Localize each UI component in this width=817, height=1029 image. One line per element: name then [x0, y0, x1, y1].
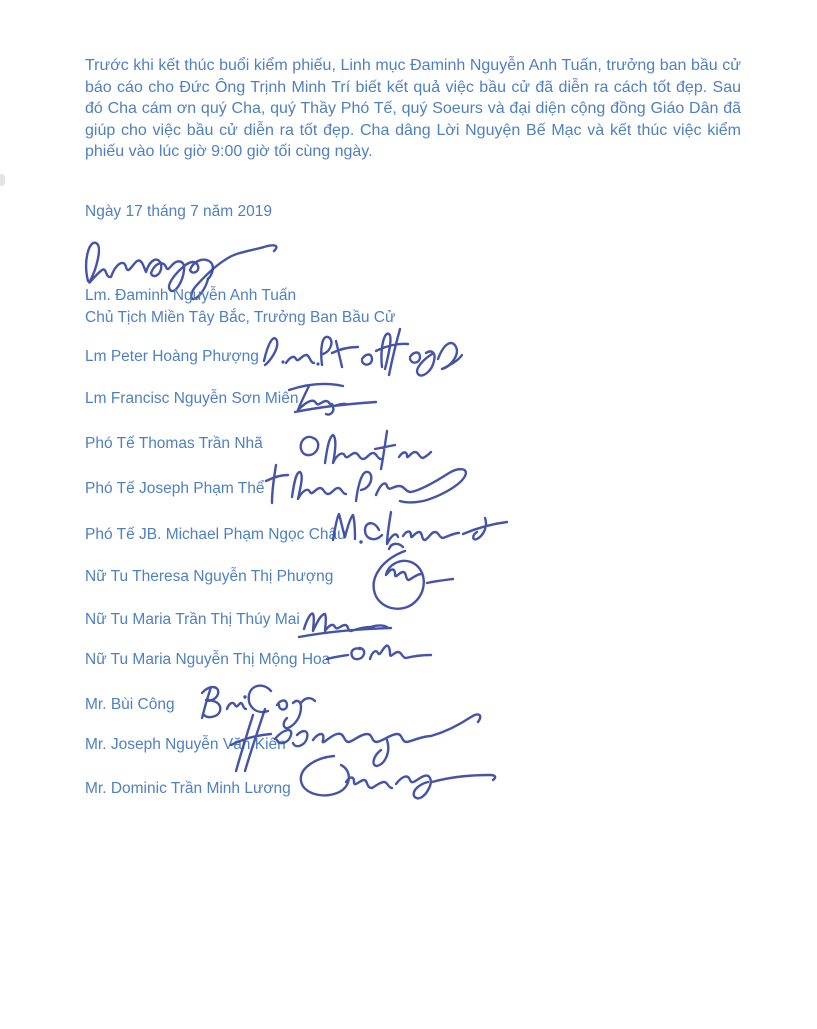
- signatory-label: Nữ Tu Theresa Nguyễn Thị Phượng: [85, 568, 334, 585]
- signatory-label: Mr. Dominic Trần Minh Lương: [85, 780, 291, 797]
- signature-ink-bui-cong: [195, 675, 345, 731]
- signatory-label: Lm Peter Hoàng Phượng: [85, 348, 259, 365]
- signatory-label: Mr. Bùi Công: [85, 696, 175, 713]
- signatory-label: Phó Tế JB. Michael Phạm Ngọc Châu: [85, 526, 346, 543]
- signature-ink-peter: [258, 321, 463, 381]
- body-paragraph: Trước khi kết thúc buổi kiểm phiếu, Linh mục Đaminh Nguyễn Anh Tuấn, trưởng ban bầu cử báo cáo cho Đức Ông Trịnh Minh Trí biết kết quả việc bầu cử đã diễn ra cách tốt đẹp. Sau đó Cha cám ơn quý Cha, quý Thầy Phó Tế, quý Soeurs và đại diện cộng đồng Giáo Dân đã giúp cho việc bầu cử diễn ra tốt đẹp. Cha dâng Lời Nguyện Bế Mạc và kết thúc việc kiểm phiếu vào lúc giờ 9:00 giờ tối cùng ngày.: [85, 57, 741, 160]
- signature-ink-francisc: [285, 375, 380, 417]
- signature-ink-theresa: [341, 541, 476, 617]
- signatory-label: Phó Tế Thomas Trần Nhã: [85, 435, 263, 452]
- signatory-label: Nữ Tu Maria Nguyễn Thị Mộng Hoa: [85, 651, 331, 668]
- chairman-name: Lm. Đaminh Nguyễn Anh Tuấn: [85, 287, 297, 304]
- date-line: Ngày 17 tháng 7 năm 2019: [85, 203, 272, 220]
- signature-ink-jb-michael: [327, 504, 512, 550]
- signatory-label: Nữ Tu Maria Trần Thị Thúy Mai: [85, 611, 300, 628]
- signatory-label: Mr. Joseph Nguyễn Văn Kiên: [85, 736, 286, 753]
- scan-artifact-mark: [0, 174, 5, 186]
- signature-ink-mong-hoa: [324, 637, 434, 673]
- signature-ink-joseph: [264, 459, 509, 515]
- chairman-title: Chủ Tịch Miền Tây Bắc, Trưởng Ban Bầu Cử: [85, 309, 396, 326]
- signature-ink-mai: [294, 602, 399, 644]
- signatory-label: Lm Francisc Nguyễn Sơn Miên: [85, 390, 299, 407]
- signatory-label: Phó Tế Joseph Phạm Thể: [85, 480, 265, 497]
- signature-ink-dominic: [292, 747, 502, 805]
- signature-ink-thomas: [293, 423, 433, 471]
